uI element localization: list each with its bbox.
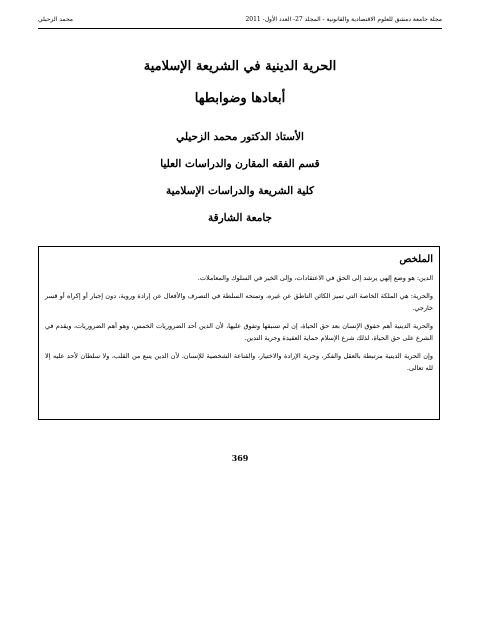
abstract-paragraph: الدين: هو وضع إلهي يرشد إلى الحق في الاعتقادات، وإلى الخير في السلوك والمعاملات. (197, 274, 433, 282)
header-author-name: محمد الزحيلي (38, 16, 73, 23)
author-college: كلية الشريعة والدراسات الإسلامية (165, 185, 315, 197)
author-name: الأستاذ الدكتور محمد الزحيلي (176, 131, 304, 143)
page-number: 369 (231, 453, 249, 463)
author-department: قسم الفقه المقارن والدراسات العليا (160, 158, 320, 170)
title-block (40, 58, 440, 108)
paper-subtitle: أبعادها وضوابطها (194, 91, 286, 106)
abstract-box (38, 246, 440, 420)
abstract-paragraph: والحرية الدينية أهم حقوق الإنسان بعد حق الحياة، إن لم تسبقها وتفوق عليها، لأن الدين أحد الضروريات الخمس، وهو أهم الضروريات، ويقدم في الشرع على حق الحياة، لذلك شرع الإسلام حماية العقيدة وحرية التدين. (45, 322, 433, 342)
header-journal-line: مجلة جامعة دمشق للعلوم الاقتصادية والقانونية - المجلد 27- العدد الأول- 2011 (245, 16, 442, 23)
page-header (38, 14, 442, 29)
abstract-paragraph: والحرية: هي الملكة الخاصة التي تميز الكائن الناطق عن غيره، وتمنحه السلطة في التصرف والأفعال عن إرادة وروية، دون إجبار أو إكراه أو قسر خارجي. (45, 292, 433, 312)
author-university: جامعة الشارقة (207, 212, 273, 224)
paper-title: الحرية الدينية في الشريعة الإسلامية (143, 59, 337, 74)
author-block (110, 130, 370, 238)
abstract-heading: الملخص (399, 254, 433, 265)
abstract-paragraph: وإن الحرية الدينية مرتبطة بالعقل والفكر، وحرية الإرادة والاختيار، والقناعة الشخصية للإنسان، لأن الدين ينبع من القلب، ولا سلطان لأحد عليه إلا لله تعالى. (45, 352, 433, 372)
